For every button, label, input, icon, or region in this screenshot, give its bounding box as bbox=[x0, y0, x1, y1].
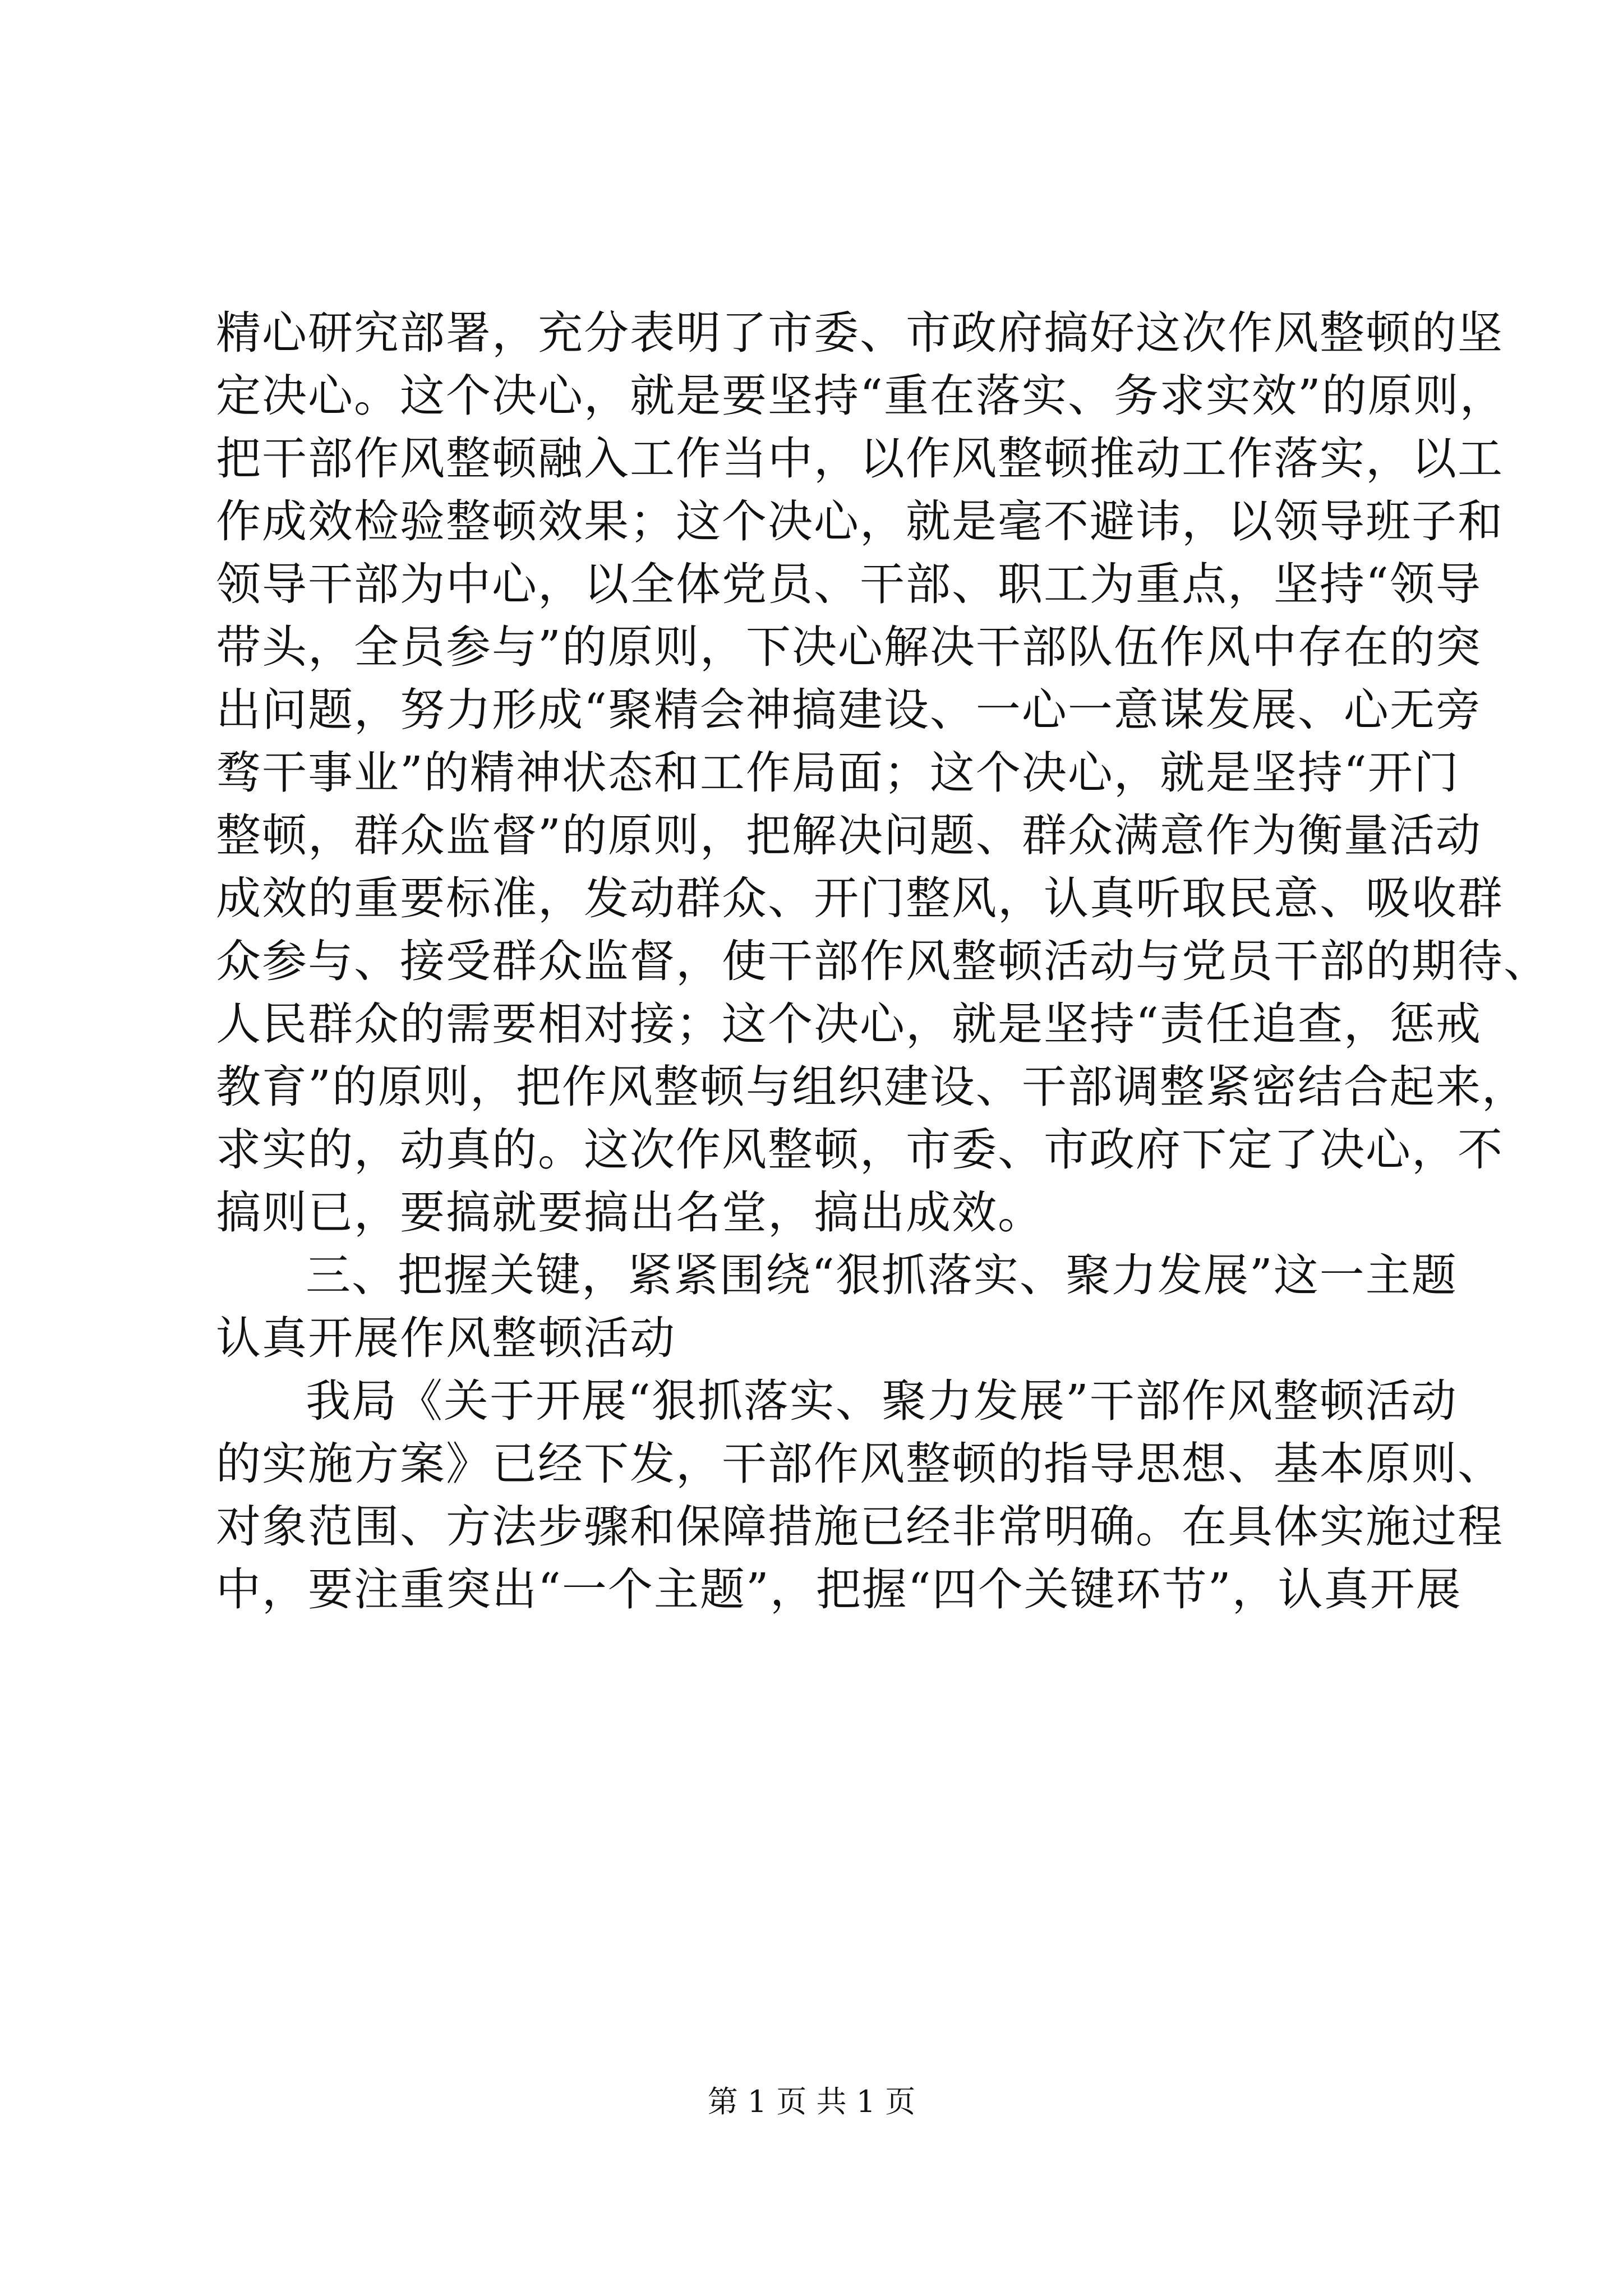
paragraph-line: 人民群众的需要相对接；这个决心，就是坚持“责任追查，惩戒 bbox=[216, 998, 1482, 1050]
paragraph-line: 成效的重要标准，发动群众、开门整风，认真听取民意、吸收群 bbox=[216, 872, 1504, 924]
paragraph-line: 众参与、接受群众监督，使干部作风整顿活动与党员干部的期待、 bbox=[216, 935, 1550, 987]
paragraph-line: 我局《关于开展“狠抓落实、聚力发展”干部作风整顿活动 bbox=[306, 1375, 1458, 1427]
paragraph-line: 搞则已，要搞就要搞出名堂，搞出成效。 bbox=[216, 1186, 1044, 1239]
page-number-footer: 第 1 页 共 1 页 bbox=[707, 2084, 916, 2119]
paragraph-line: 整顿，群众监督”的原则，把解决问题、群众满意作为衡量活动 bbox=[216, 809, 1482, 862]
paragraph-line: 精心研究部署，充分表明了市委、市政府搞好这次作风整顿的坚 bbox=[216, 307, 1504, 359]
paragraph-line: 定决心。这个决心，就是要坚持“重在落实、务求实效”的原则， bbox=[216, 370, 1506, 422]
document-body bbox=[216, 302, 1550, 1621]
paragraph-line: 把干部作风整顿融入工作当中，以作风整顿推动工作落实，以工 bbox=[216, 432, 1504, 485]
paragraph-line: 作成效检验整顿效果；这个决心，就是毫不避讳，以领导班子和 bbox=[216, 495, 1504, 547]
paragraph-line: 带头，全员参与”的原则，下决心解决干部队伍作风中存在的突 bbox=[216, 621, 1482, 673]
section-heading: 三、把握关键，紧紧围绕“狠抓落实、聚力发展”这一主题 bbox=[306, 1249, 1458, 1301]
paragraph-line: 出问题，努力形成“聚精会神搞建设、一心一意谋发展、心无旁 bbox=[216, 684, 1482, 736]
paragraph-line: 领导干部为中心，以全体党员、干部、职工为重点，坚持“领导 bbox=[216, 558, 1482, 610]
paragraph-line: 的实施方案》已经下发，干部作风整顿的指导思想、基本原则、 bbox=[216, 1438, 1504, 1490]
paragraph-line: 教育”的原则，把作风整顿与组织建设、干部调整紧密结合起来， bbox=[216, 1061, 1528, 1113]
section-heading-continuation: 认真开展作风整顿活动 bbox=[216, 1312, 676, 1364]
paragraph-line: 求实的，动真的。这次作风整顿，市委、市政府下定了决心，不 bbox=[216, 1124, 1504, 1176]
paragraph-line: 对象范围、方法步骤和保障措施已经非常明确。在具体实施过程 bbox=[216, 1501, 1504, 1553]
paragraph-line: 中，要注重突出“一个主题”，把握“四个关键环节”，认真开展 bbox=[216, 1563, 1462, 1616]
paragraph-line: 骛干事业”的精神状态和工作局面；这个决心，就是坚持“开门 bbox=[216, 747, 1460, 799]
